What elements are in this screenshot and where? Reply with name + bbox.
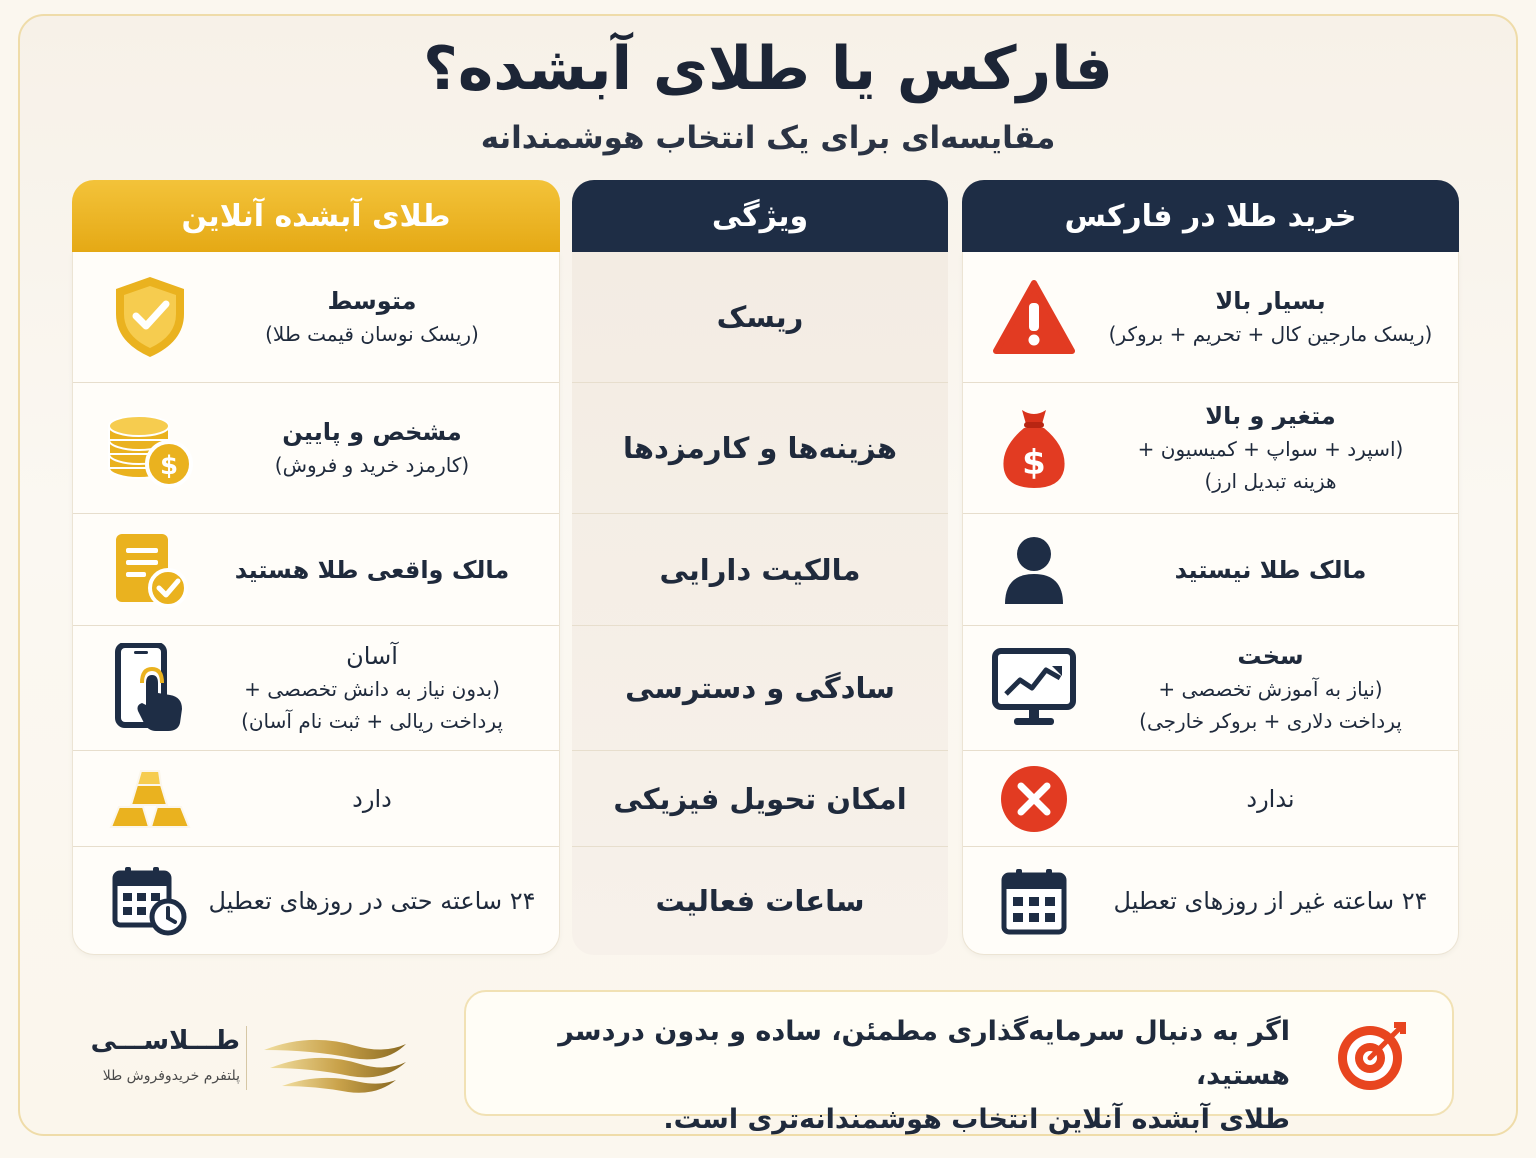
gold-column-header: طلای آبشده آنلاین <box>72 180 560 252</box>
feature-column-body <box>572 252 948 955</box>
gold-column-body <box>72 252 560 955</box>
forex-row-simplicity <box>963 626 1458 751</box>
callout-line-2: طلای آبشده آنلاین انتخاب هوشمندانه‌تری است. <box>663 1104 1290 1135</box>
document-check-icon <box>105 525 195 615</box>
brand-name: طـــلاســـی <box>90 1026 240 1056</box>
feature-delivery: امکان تحویل فیزیکی <box>613 781 907 816</box>
shield-check-icon <box>105 272 195 362</box>
recommendation-callout <box>464 990 1454 1135</box>
x-circle-icon <box>989 754 1079 844</box>
gold-row-simplicity <box>73 626 559 751</box>
feature-fees: هزینه‌ها و کارمزدها <box>623 431 897 465</box>
feature-column-header: ویژگی <box>572 180 948 252</box>
forex-row-ownership <box>963 514 1458 626</box>
callout-line-1: اگر به دنبال سرمایه‌گذاری مطمئن، ساده و بدون دردسر هستید، <box>558 1016 1290 1091</box>
forex-row-delivery <box>963 751 1458 847</box>
brand-divider <box>246 1026 247 1090</box>
svg-text:$: $ <box>159 451 179 481</box>
user-icon <box>989 525 1079 615</box>
gold-column <box>72 180 560 955</box>
forex-risk-value: بسیار بالا <box>1215 287 1326 315</box>
chart-monitor-icon <box>989 643 1079 733</box>
forex-risk-detail: (ریسک مارجین کال + تحریم + بروکر) <box>1108 322 1433 346</box>
forex-delivery-value: ندارد <box>1246 784 1295 813</box>
forex-column-body <box>962 252 1459 955</box>
forex-hours-value: ۲۴ ساعته غیر از روزهای تعطیل <box>1113 887 1428 915</box>
calendar-icon <box>989 856 1079 946</box>
gold-risk-value: متوسط <box>327 287 417 315</box>
feature-hours: ساعات فعالیت <box>655 884 865 918</box>
gold-bars-icon <box>105 754 195 844</box>
calendar-clock-icon <box>105 856 195 946</box>
gold-simplicity-detail-1: (بدون نیاز به دانش تخصصی + <box>244 677 500 701</box>
feature-risk: ریسک <box>716 300 804 334</box>
gold-ownership-value: مالک واقعی طلا هستید <box>234 555 510 584</box>
forex-simplicity-value: سخت <box>1237 642 1304 670</box>
forex-ownership-value: مالک طلا نیستید <box>1174 555 1367 584</box>
gold-hours-value: ۲۴ ساعته حتی در روزهای تعطیل <box>208 887 536 915</box>
warning-icon <box>989 272 1079 362</box>
forex-row-fees <box>963 383 1458 514</box>
page-subtitle: مقایسه‌ای برای یک انتخاب هوشمندانه <box>480 120 1056 156</box>
feature-ownership: مالکیت دارایی <box>659 552 861 587</box>
gold-row-fees <box>73 383 559 514</box>
forex-simplicity-detail-2: پرداخت دلاری + بروکر خارجی) <box>1139 709 1402 733</box>
forex-fees-value: متغیر و بالا <box>1205 402 1336 430</box>
forex-fees-detail-2: هزینه تبدیل ارز) <box>1204 469 1337 493</box>
forex-column <box>962 180 1459 955</box>
gold-fees-value: مشخص و پایین <box>282 418 462 446</box>
brand-block <box>70 1020 420 1100</box>
coins-icon <box>105 403 195 493</box>
forex-simplicity-detail-1: (نیاز به آموزش تخصصی + <box>1158 677 1383 701</box>
gold-fees-detail: (کارمزد خرید و فروش) <box>274 453 470 477</box>
gold-risk-detail: (ریسک نوسان قیمت طلا) <box>265 322 479 346</box>
forex-row-hours <box>963 847 1458 955</box>
brand-tagline: پلتفرم خریدوفروش طلا <box>102 1068 240 1084</box>
gold-row-delivery <box>73 751 559 847</box>
gold-simplicity-detail-2: پرداخت ریالی + ثبت نام آسان) <box>241 709 503 733</box>
brand-logo-icon <box>260 1028 410 1098</box>
forex-column-header: خرید طلا در فارکس <box>962 180 1459 252</box>
gold-row-hours <box>73 847 559 955</box>
money-bag-icon <box>989 403 1079 493</box>
feature-simplicity: سادگی و دسترسی <box>625 671 895 705</box>
forex-fees-detail-1: (اسپرد + سواپ + کمیسیون + <box>1137 437 1404 461</box>
phone-tap-icon <box>105 643 195 733</box>
forex-row-risk <box>963 252 1458 383</box>
feature-column <box>572 180 948 955</box>
gold-simplicity-value: آسان <box>346 642 398 670</box>
svg-text:$: $ <box>1022 443 1046 483</box>
target-icon <box>1334 1018 1410 1094</box>
page-title: فارکس یا طلای آبشده؟ <box>423 34 1113 104</box>
gold-row-risk <box>73 252 559 383</box>
gold-row-ownership <box>73 514 559 626</box>
gold-delivery-value: دارد <box>352 784 392 813</box>
